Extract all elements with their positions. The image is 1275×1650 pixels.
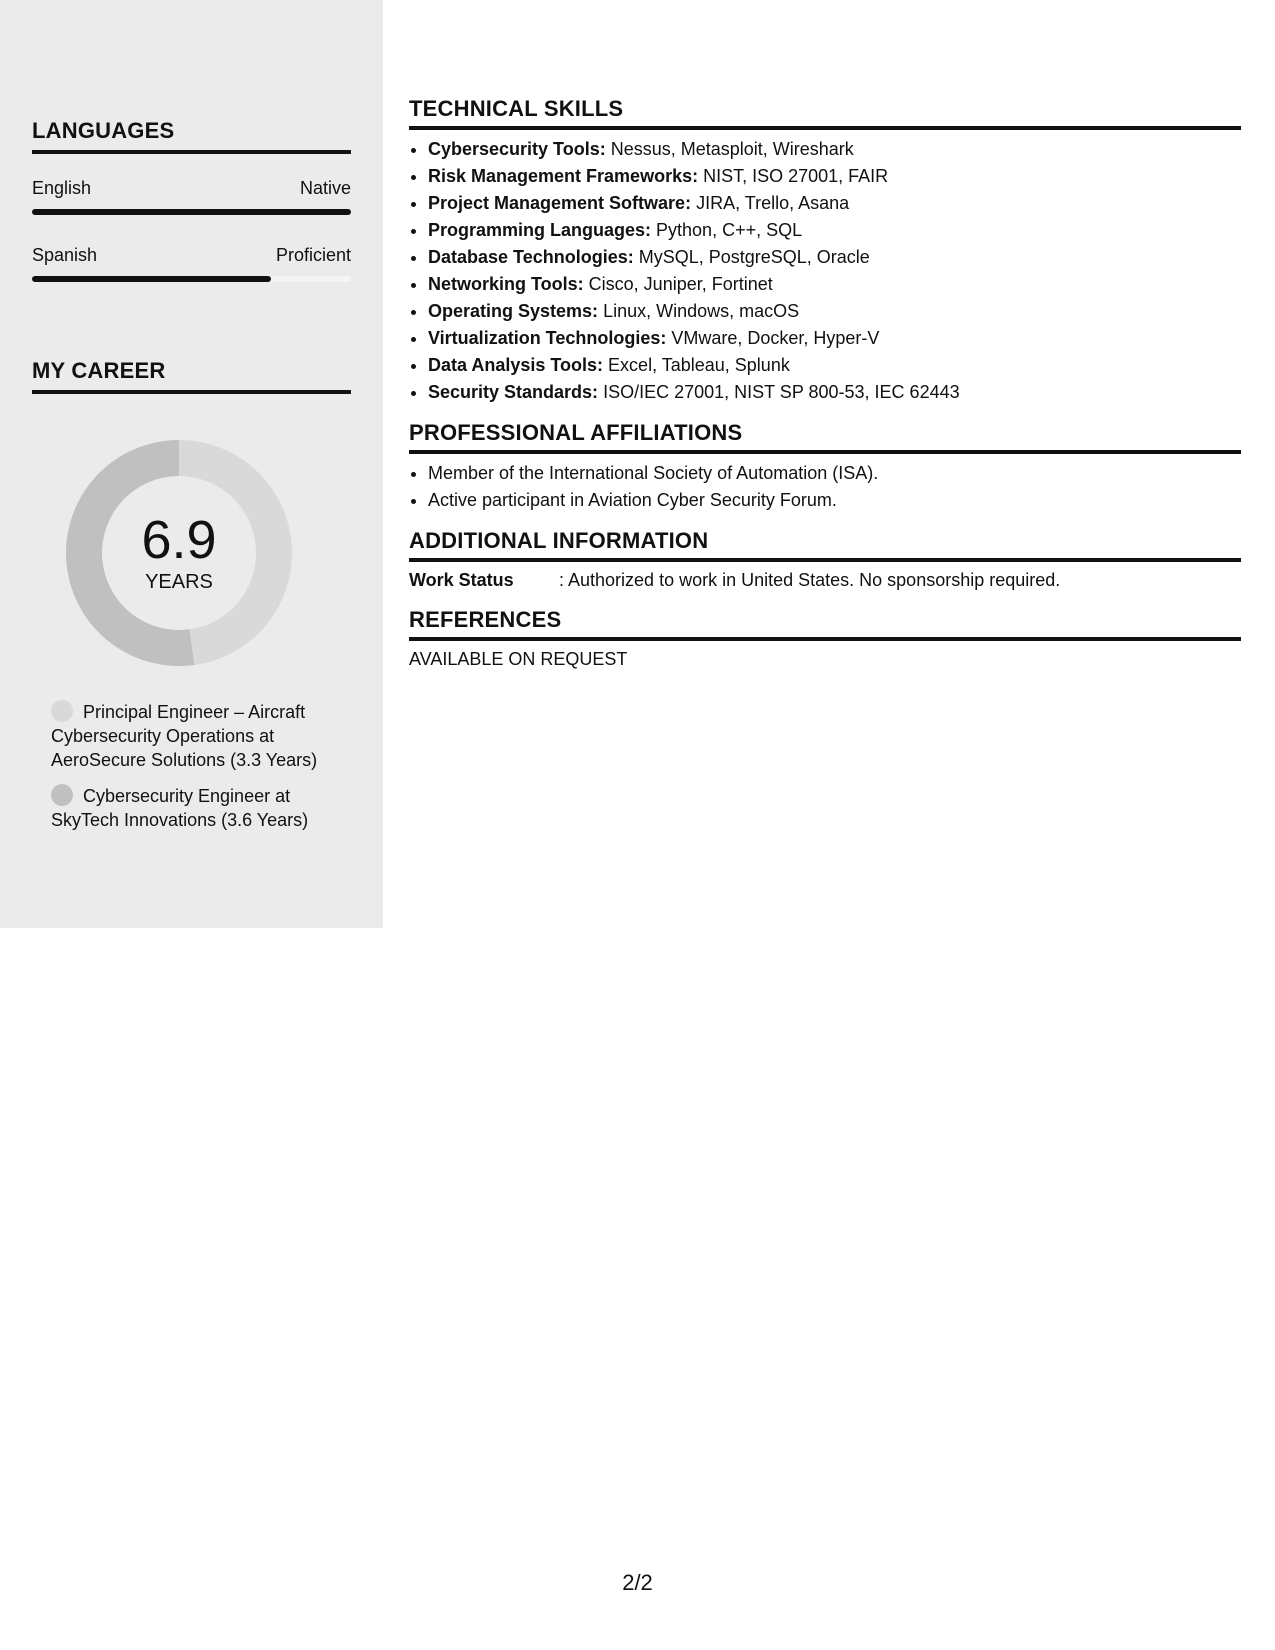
skill-label: Security Standards: (428, 382, 599, 402)
affiliations-list (409, 460, 1241, 514)
career-donut-chart (66, 440, 292, 666)
career-legend (51, 700, 341, 844)
skill-value: NIST, ISO 27001, FAIR (698, 166, 889, 186)
skill-value: MySQL, PostgreSQL, Oracle (633, 247, 870, 267)
skill-label: Virtualization Technologies: (428, 328, 667, 348)
skill-label: Risk Management Frameworks: (428, 166, 699, 186)
career-total (66, 440, 292, 666)
additional-info-heading: ADDITIONAL INFORMATION (409, 528, 1241, 562)
additional-info-section (409, 528, 1241, 591)
career-total-unit: YEARS (145, 570, 213, 593)
skill-label: Networking Tools: (428, 274, 584, 294)
language-proficiency-fill (32, 276, 271, 282)
language-level: Native (299, 178, 351, 198)
skill-item (428, 190, 1241, 217)
skill-value: VMware, Docker, Hyper-V (666, 328, 880, 348)
affiliation-item: • Active participant in Aviation Cyber Security Forum. (428, 487, 1241, 514)
language-level: Proficient (275, 245, 351, 265)
page-number: 2/2 (622, 1570, 653, 1595)
skill-item (428, 271, 1241, 298)
skill-item (428, 163, 1241, 190)
skill-value: Linux, Windows, macOS (598, 301, 800, 321)
career-position-label: Principal Engineer – Aircraft Cybersecurity Operations at AeroSecure Solutions (3.3 Years) (51, 702, 318, 770)
language-name: English (32, 178, 92, 198)
skill-item (428, 352, 1241, 379)
affiliations-section (409, 420, 1241, 514)
language-proficiency-bar (32, 276, 351, 282)
career-section (32, 358, 351, 394)
main-content (409, 96, 1241, 670)
work-status-label: Work Status (409, 570, 514, 590)
legend-dot-icon (51, 784, 73, 806)
skill-value: Nessus, Metasploit, Wireshark (605, 139, 854, 159)
language-item (32, 178, 351, 215)
work-status-row (409, 570, 1241, 591)
technical-skills-section (409, 96, 1241, 406)
languages-section (32, 118, 351, 282)
career-legend-item (51, 700, 341, 772)
references-text: AVAILABLE ON REQUEST (409, 649, 628, 669)
languages-heading: LANGUAGES (32, 118, 351, 154)
skill-value: ISO/IEC 27001, NIST SP 800-53, IEC 62443 (598, 382, 960, 402)
skill-item (428, 325, 1241, 352)
career-heading: MY CAREER (32, 358, 351, 394)
skill-value: Python, C++, SQL (651, 220, 803, 240)
skill-value: Cisco, Juniper, Fortinet (583, 274, 773, 294)
skill-item (428, 379, 1241, 406)
skill-label: Database Technologies: (428, 247, 634, 267)
legend-dot-icon (51, 700, 73, 722)
technical-skills-heading: TECHNICAL SKILLS (409, 96, 1241, 130)
career-legend-item (51, 784, 341, 832)
language-proficiency-fill (32, 209, 351, 215)
skill-label: Operating Systems: (428, 301, 599, 321)
affiliations-heading: PROFESSIONAL AFFILIATIONS (409, 420, 1241, 454)
references-section (409, 607, 1241, 670)
language-name: Spanish (32, 245, 98, 265)
skill-label: Data Analysis Tools: (428, 355, 604, 375)
skill-item (428, 244, 1241, 271)
sidebar (0, 0, 383, 928)
career-position-label: Cybersecurity Engineer at SkyTech Innovations (3.6 Years) (51, 786, 309, 830)
skill-value: JIRA, Trello, Asana (691, 193, 850, 213)
work-status-value: : Authorized to work in United States. No sponsorship required. (559, 570, 1061, 590)
skill-label: Programming Languages: (428, 220, 652, 240)
skill-item (428, 217, 1241, 244)
skill-value: Excel, Tableau, Splunk (603, 355, 790, 375)
affiliation-item: • Member of the International Society of Automation (ISA). (428, 460, 1241, 487)
career-total-value: 6.9 (141, 509, 217, 570)
technical-skills-list (409, 136, 1241, 406)
skill-item (428, 136, 1241, 163)
skill-label: Project Management Software: (428, 193, 692, 213)
language-proficiency-bar (32, 209, 351, 215)
skill-item (428, 298, 1241, 325)
references-heading: REFERENCES (409, 607, 1241, 641)
language-item (32, 245, 351, 282)
skill-label: Cybersecurity Tools: (428, 139, 606, 159)
